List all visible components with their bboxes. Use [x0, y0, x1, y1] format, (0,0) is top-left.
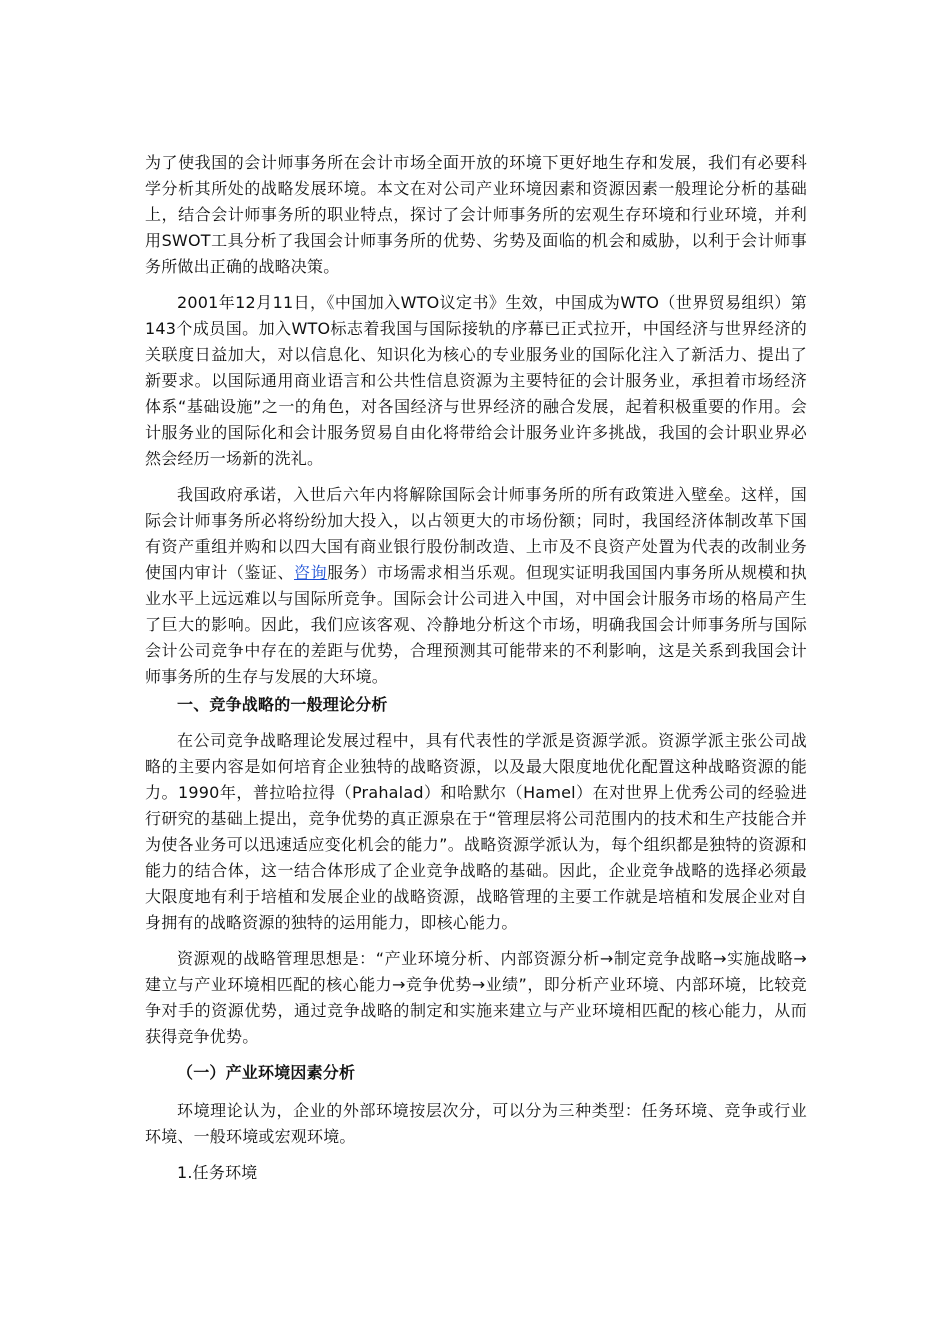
government-commitment-paragraph: [145, 482, 807, 690]
document-body: [145, 150, 807, 1196]
resource-view-paragraph: 资源观的战略管理思想是：“产业环境分析、内部资源分析→制定竞争战略→实施战略→建立与产业环境相匹配的核心能力→竞争优势→业绩”，即分析产业环境、内部环境，比较竞争对手的资源优势，通过竞争战略的制定和实施来建立与产业环境相匹配的核心能力，从而获得竞争优势。: [145, 949, 807, 1046]
subsection-heading-1: （一）产业环境因素分析: [177, 1063, 356, 1082]
intro-paragraph: 为了使我国的会计师事务所在会计市场全面开放的环境下更好地生存和发展，我们有必要科学分析其所处的战略发展环境。本文在对公司产业环境因素和资源因素一般理论分析的基础上，结合会计师事务所的职业特点，探讨了会计师事务所的宏观生存环境和行业环境，并利用SWOT工具分析了我国会计师事务所的优势、劣势及面临的机会和威胁，以利于会计师事务所做出正确的战略决策。: [145, 153, 807, 276]
environment-theory-paragraph: 环境理论认为，企业的外部环境按层次分，可以分为三种类型：任务环境、竞争或行业环境、一般环境或宏观环境。: [145, 1101, 807, 1146]
paragraph-text-before-link: 我国政府承诺，入世后六年内将解除国际会计师事务所的所有政策进入壁垒。这样，国际会计师事务所必将纷纷加大投入，以占领更大的市场份额；同时，我国经济体制改革下国有资产重组并购和以四大国有商业银行股份制改造、上市及不良资产处置为代表的改制业务使国内审计（鉴证、: [145, 485, 807, 582]
paragraph-text-after-link: 服务）市场需求相当乐观。但现实证明我国国内事务所从规模和执业水平上远远难以与国际所竞争。国际会计公司进入中国，对中国会计服务市场的格局产生了巨大的影响。因此，我们应该客观、冷静地分析这个市场，明确我国会计师事务所与国际会计公司竞争中存在的差距与优势，合理预测其可能带来的不利影响，这是关系到我国会计师事务所的生存与发展的大环境。: [145, 563, 807, 686]
consulting-link[interactable]: 咨询: [294, 563, 328, 582]
section-heading-1: 一、竞争战略的一般理论分析: [177, 695, 388, 714]
wto-paragraph: 2001年12月11日，《中国加入WTO议定书》生效，中国成为WTO（世界贸易组织）第143个成员国。加入WTO标志着我国与国际接轨的序幕已正式拉开，中国经济与世界经济的关联度日益加大，对以信息化、知识化为核心的专业服务业的国际化注入了新活力、提出了新要求。以国际通用商业语言和公共性信息资源为主要特征的会计服务业，承担着市场经济体系“基础设施”之一的角色，对各国经济与世界经济的融合发展，起着积极重要的作用。会计服务业的国际化和会计服务贸易自由化将带给会计服务业许多挑战，我国的会计职业界必然会经历一场新的洗礼。: [145, 293, 807, 468]
resource-school-paragraph: 在公司竞争战略理论发展过程中，具有代表性的学派是资源学派。资源学派主张公司战略的主要内容是如何培育企业独特的战略资源，以及最大限度地优化配置这种战略资源的能力。1990年，普拉哈拉得（Prahalad）和哈默尔（Hamel）在对世界上优秀公司的经验进行研究的基础上提出，竞争优势的真正源泉在于“管理层将公司范围内的技术和生产技能合并为使各业务可以迅速适应变化机会的能力”。战略资源学派认为，每个组织都是独特的资源和能力的结合体，这一结合体形成了企业竞争战略的基础。因此，企业竞争战略的选择必须最大限度地有利于培植和发展企业的战略资源，战略管理的主要工作就是培植和发展企业对自身拥有的战略资源的独特的运用能力，即核心能力。: [145, 731, 807, 932]
list-item-task-environment: 1.任务环境: [177, 1163, 258, 1182]
